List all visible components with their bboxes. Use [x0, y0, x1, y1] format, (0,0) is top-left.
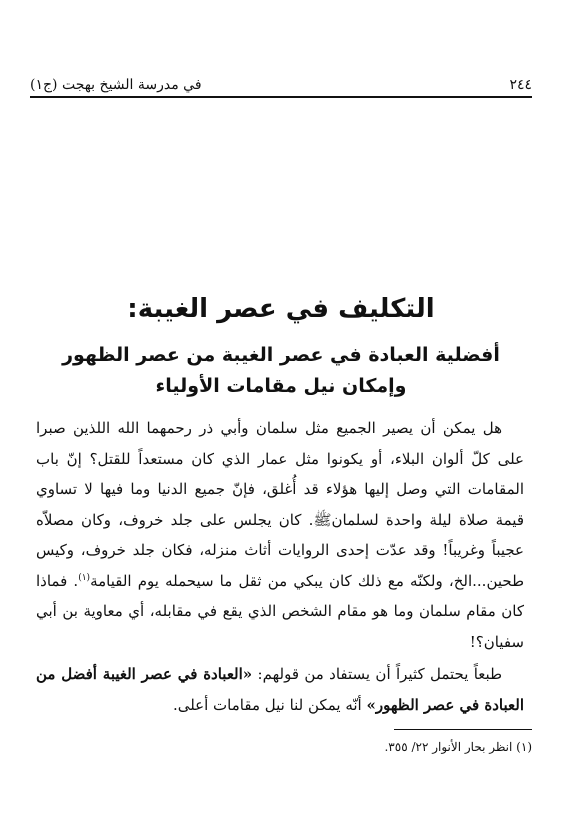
paragraph-1-text-a: هل يمكن أن يصير الجميع مثل سلمان وأبي ذر رحمهما الله اللذين صبرا على كلّ ألوان البلاء، أو يكونوا مثل عمار الذي كان مستعداً للقتل؟ إنّ باب المقامات التي وصل إليها هؤلاء قد أُغلق، فإنّ جميع الدنيا وما فيها لا تساوي قيمة صلاة ليلة واحدة لسلمانﷺ. كان يجلس على جلد خروف، وكان مصلاّه عجيباً وغريباً! وقد عدّت إحدى الروايات أثاث منزله، فكان جلد خروف، وكيس طحين...الخ، ولكنّه مع ذلك كان يبكي من ثقل ما سيحمله يوم القيامة	[36, 419, 525, 590]
paragraph-1	[36, 413, 524, 657]
running-header	[30, 71, 532, 93]
section-subtitle-line1: أفضلية العبادة في عصر الغيبة من عصر الظهور	[62, 344, 500, 366]
footnote-rule	[394, 729, 532, 730]
paragraph-1-text-b: . فماذا كان مقام سلمان وما هو مقام الشخص الذي يقع في مقابله، أي معاوية بن أبي سفيان؟!	[36, 571, 524, 651]
body-text	[36, 413, 524, 720]
paragraph-2-text-a: طبعاً يحتمل كثيراً أن يستفاد من قولهم:	[252, 665, 503, 683]
footnote-reference[interactable]: (١)	[78, 572, 91, 583]
header-rule	[30, 96, 532, 98]
paragraph-2-text-b: أنّه يمكن لنا نيل مقامات أعلى.	[172, 695, 367, 714]
section-subtitle-line2: وإمكان نيل مقامات الأولياء	[155, 375, 407, 397]
book-title: في مدرسة الشيخ بهجت (ج١)	[30, 77, 202, 93]
section-title: التكليف في عصر الغيبة:	[127, 294, 435, 324]
page-number: ٢٤٤	[509, 77, 532, 93]
paragraph-2	[36, 659, 524, 720]
paragraph-2-quote: «العبادة في عصر الغيبة أفضل من العبادة في عصر الظهور»	[36, 665, 524, 714]
footnote-1: (١) انظر بحار الأنوار ٢٢/ ٣٥٥.	[384, 740, 532, 754]
